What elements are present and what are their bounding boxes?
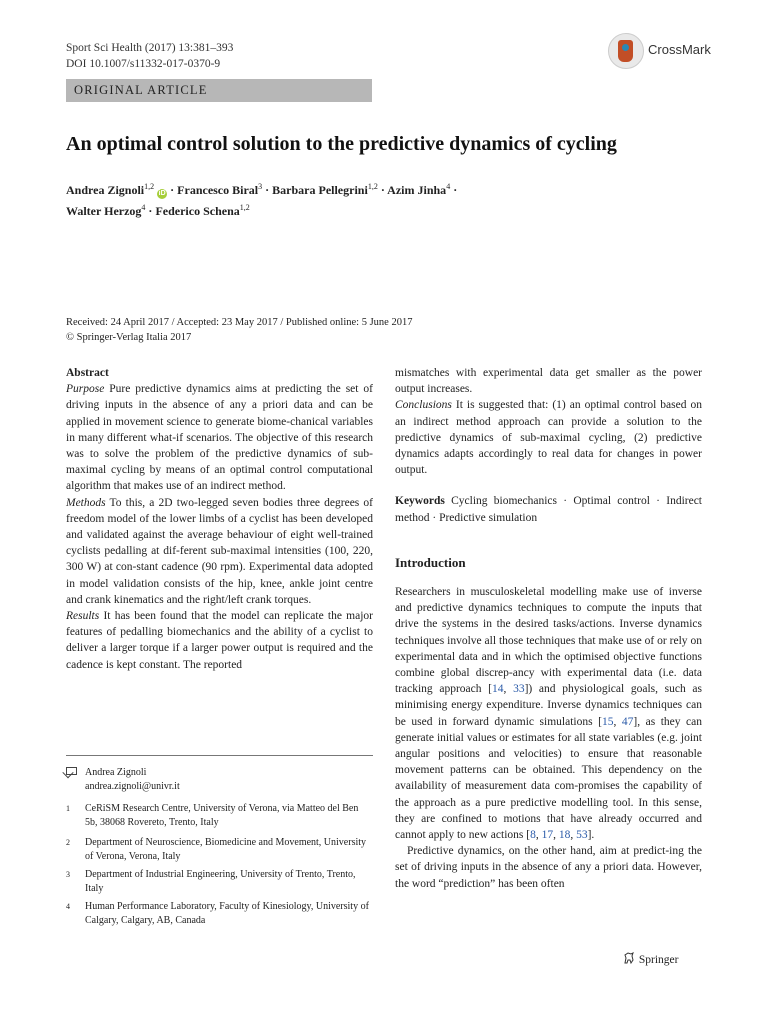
author-affiliation-sup: 1,2: [367, 182, 378, 191]
intro-text: ], as they can generate initial values or estimates for all state variables (e.g. joint angular positions and velocities) to ensure that reasonable movement patterns can be obtained. This dependency on the availability of measurement data com-promises the capability of the approach as a pure predictive modelling tool. In this sense, they are confined to motions that have already occurred and cannot apply to new actions [: [395, 715, 702, 842]
abstract-column: [66, 365, 373, 673]
results-label: Results: [66, 610, 100, 623]
author-separator: ·: [148, 204, 153, 218]
author-name[interactable]: Azim Jinha: [387, 183, 447, 197]
author-separator: ·: [170, 183, 175, 197]
citation-link[interactable]: 15: [601, 715, 614, 728]
citation-link[interactable]: 53: [576, 829, 588, 842]
conclusions-label: Conclusions: [395, 399, 452, 412]
author-name[interactable]: Federico Schena: [155, 204, 240, 218]
copyright: © Springer-Verlag Italia 2017: [66, 332, 192, 343]
affiliation-4: [66, 900, 373, 928]
affiliation-number: 1: [66, 804, 70, 813]
purpose-text: Pure predictive dynamics aims at predicting the set of driving inputs in the absence of any a priori data and can be applied in movement science to generate biome-chanical variables in many different what-if scenarios. The objective of this research was to solve the problem of the predictive dynamics of sub-maximal cycling by means of an optimal control computational algorithm that makes use of an indirect method.: [66, 383, 373, 493]
abstract-results: [66, 608, 373, 673]
citation-separator: ,: [535, 829, 542, 842]
citation-separator: ,: [570, 829, 577, 842]
orcid-icon[interactable]: iD: [158, 190, 166, 197]
affiliation-text: Department of Neuroscience, Biomedicine and Movement, University of Verona, Verona, Italy: [85, 837, 367, 862]
publication-history: [66, 315, 412, 345]
author-name[interactable]: Francesco Biral: [177, 183, 259, 197]
author-list: [66, 178, 706, 220]
journal-citation: Sport Sci Health (2017) 13:381–393: [66, 42, 234, 54]
author-separator: ·: [380, 183, 385, 197]
affiliation-text: Department of Industrial Engineering, University of Trento, Trento, Italy: [85, 869, 356, 894]
correspondence-email[interactable]: andrea.zignoli@univr.it: [85, 781, 180, 792]
keywords: [395, 493, 702, 525]
doi[interactable]: DOI 10.1007/s11332-017-0370-9: [66, 58, 221, 70]
right-column: [395, 365, 702, 892]
springer-horse-icon: [622, 951, 636, 965]
citation-link[interactable]: 8: [530, 829, 536, 842]
envelope-icon: [66, 767, 77, 775]
correspondence-name: Andrea Zignoli: [85, 767, 147, 778]
affiliation-2: [66, 836, 373, 864]
correspondence: [66, 766, 373, 794]
article-type-banner: ORIGINAL ARTICLE: [66, 79, 372, 102]
crossmark-label: CrossMark: [648, 42, 711, 57]
abstract-purpose: [66, 381, 373, 494]
crossmark-icon: [608, 33, 644, 69]
abstract-conclusions: [395, 397, 702, 478]
author-affiliation-sup: 3: [258, 182, 263, 191]
affiliation-3: [66, 868, 373, 896]
affiliation-1: [66, 802, 373, 830]
citation-separator: ,: [553, 829, 559, 842]
abstract-methods: [66, 495, 373, 608]
author-affiliation-sup: 4: [141, 203, 146, 212]
publisher-footer: [622, 951, 678, 966]
purpose-label: Purpose: [66, 383, 105, 396]
affiliation-number: 3: [66, 870, 70, 879]
author-affiliation-sup: 1,2: [239, 203, 250, 212]
author-affiliation-sup: 1,2: [144, 182, 155, 191]
crossmark-badge[interactable]: [608, 33, 728, 69]
author-separator: ·: [453, 183, 458, 197]
intro-text: ]) and physiological goals, such as minimising energy expenditure. Inverse dynamics techniques can be used in forward dynamic simulations [: [395, 683, 703, 728]
citation-link[interactable]: 33: [513, 683, 525, 696]
citation-separator: ,: [503, 683, 514, 696]
methods-text: To this, a 2D two-legged seven bodies three degrees of freedom model of the lower limbs of a cyclist has been developed and validated against the average behaviour of eight well-trained cyclists pedalling at dif-ferent sub-maximal intensities (100, 220, 300 W) at con-stant cadence (90 rpm). Experimental data adopted in model validation consists of the hip, knee, ankle joint centre and crank kinematics and the right/left crank torques.: [66, 496, 373, 606]
introduction-heading: Introduction: [395, 554, 466, 570]
intro-text: ].: [587, 829, 595, 842]
publisher-name: Springer: [638, 954, 679, 966]
affiliation-number: 2: [66, 838, 70, 847]
introduction-paragraph-1: [395, 584, 702, 843]
affiliation-number: 4: [66, 902, 70, 911]
abstract-results-continued: mismatches with experimental data get smaller as the power output increases.: [395, 367, 702, 396]
citation-link[interactable]: 18: [558, 829, 571, 842]
citation-link[interactable]: 47: [621, 715, 634, 728]
citation-link[interactable]: 17: [541, 829, 554, 842]
citation-link[interactable]: 14: [492, 683, 504, 696]
author-affiliation-sup: 4: [446, 182, 451, 191]
introduction-paragraph-2: Predictive dynamics, on the other hand, aim at predict-ing the set of driving inputs in the absence of any a priori data. However, the word “prediction” has been often: [395, 845, 702, 890]
article-title: An optimal control solution to the predictive dynamics of cycling: [66, 133, 617, 155]
author-name[interactable]: Andrea Zignoli: [66, 183, 145, 197]
keywords-label: Keywords: [395, 495, 445, 508]
author-name[interactable]: Barbara Pellegrini: [272, 183, 368, 197]
author-line-1: [66, 178, 706, 199]
affiliation-text: CeRiSM Research Centre, University of Verona, via Matteo del Ben 5b, 38068 Rovereto, Trento, Italy: [85, 803, 359, 828]
author-separator: ·: [265, 183, 270, 197]
intro-text: Researchers in musculoskeletal modelling make use of inverse and predictive dynamics techniques to compute the inputs that drive the systems in the desired tasks/actions. Inverse dynamics techniques involve all those techniques that make use of or rely on experimental data and in which the optimised objective functions combine global discrep-ancy with experimental data (i.e. data tracking approach [: [395, 586, 702, 696]
methods-label: Methods: [66, 496, 106, 509]
history-dates: Received: 24 April 2017 / Accepted: 23 May 2017 / Published online: 5 June 2017: [66, 317, 413, 328]
results-text: It has been found that the model can replicate the major features of pedalling biomechanics and the ability of a cyclist to deliver a larger torque if a larger power output is required and the cadence is kept constant. The reported: [66, 610, 373, 671]
citation-separator: ,: [613, 715, 622, 728]
author-name[interactable]: Walter Herzog: [66, 204, 142, 218]
footnote-divider: [66, 755, 373, 756]
keywords-text: Cycling biomechanics · Optimal control · Indirect method · Predictive simulation: [395, 495, 702, 524]
conclusions-text: It is suggested that: (1) an optimal control based on an indirect method approach can provide a solution to the predictive dynamics of sub-maximal cycling, (2) predictive dynamics adapts accordingly to real data for changes in power output.: [395, 399, 702, 477]
author-line-2: [66, 199, 706, 220]
abstract-heading: Abstract: [66, 367, 109, 379]
affiliation-text: Human Performance Laboratory, Faculty of Kinesiology, University of Calgary, Calgary, AB, Canada: [85, 901, 369, 926]
